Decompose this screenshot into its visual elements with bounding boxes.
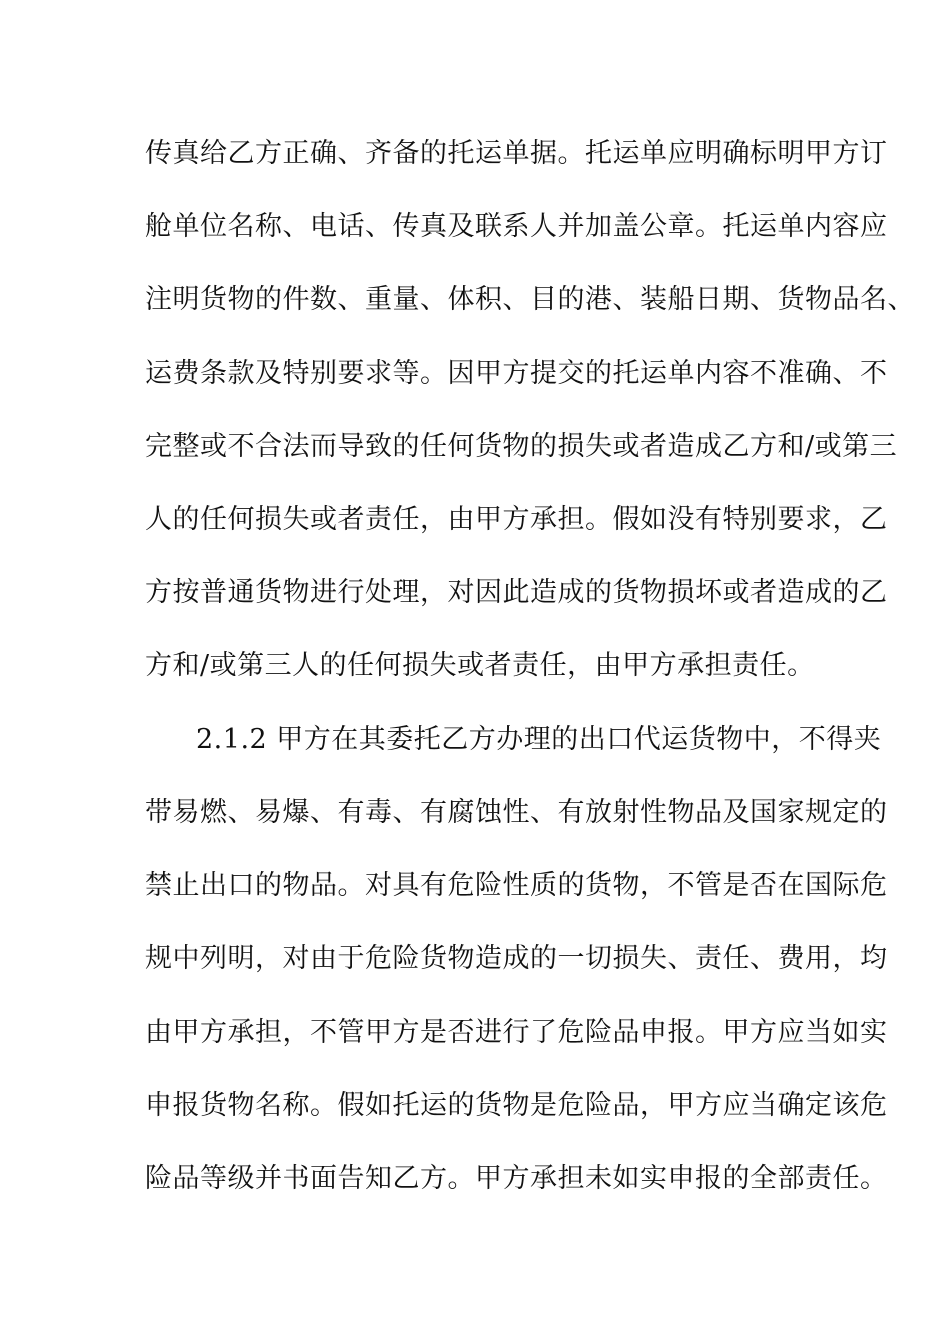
text-line: 禁止出口的物品。对具有危险性质的货物，不管是否在国际危 — [145, 870, 888, 901]
text-line: 方和/或第三人的任何损失或者责任，由甲方承担责任。 — [145, 650, 815, 681]
text-line: 人的任何损失或者责任，由甲方承担。假如没有特别要求，乙 — [145, 504, 888, 535]
text-line: 申报货物名称。假如托运的货物是危险品，甲方应当确定该危 — [145, 1090, 888, 1121]
text-line: 完整或不合法而导致的任何货物的损失或者造成乙方和/或第三 — [145, 431, 898, 462]
text-line: 险品等级并书面告知乙方。甲方承担未如实申报的全部责任。 — [145, 1163, 888, 1194]
text-line: 由甲方承担，不管甲方是否进行了危险品申报。甲方应当如实 — [145, 1017, 888, 1048]
text-line: 规中列明，对由于危险货物造成的一切损失、责任、费用，均 — [145, 943, 888, 974]
text-line: 运费条款及特别要求等。因甲方提交的托运单内容不准确、不 — [145, 358, 888, 389]
text-line: 传真给乙方正确、齐备的托运单据。托运单应明确标明甲方订 — [145, 138, 888, 169]
text-line: 方按普通货物进行处理，对因此造成的货物损坏或者造成的乙 — [145, 577, 888, 608]
text-line: 舱单位名称、电话、传真及联系人并加盖公章。托运单内容应 — [145, 211, 888, 242]
text-line: 注明货物的件数、重量、体积、目的港、装船日期、货物品名、 — [145, 284, 915, 315]
text-line: 带易燃、易爆、有毒、有腐蚀性、有放射性物品及国家规定的 — [145, 797, 888, 828]
text-line: 2.1.2 甲方在其委托乙方办理的出口代运货物中，不得夹 — [196, 724, 882, 755]
